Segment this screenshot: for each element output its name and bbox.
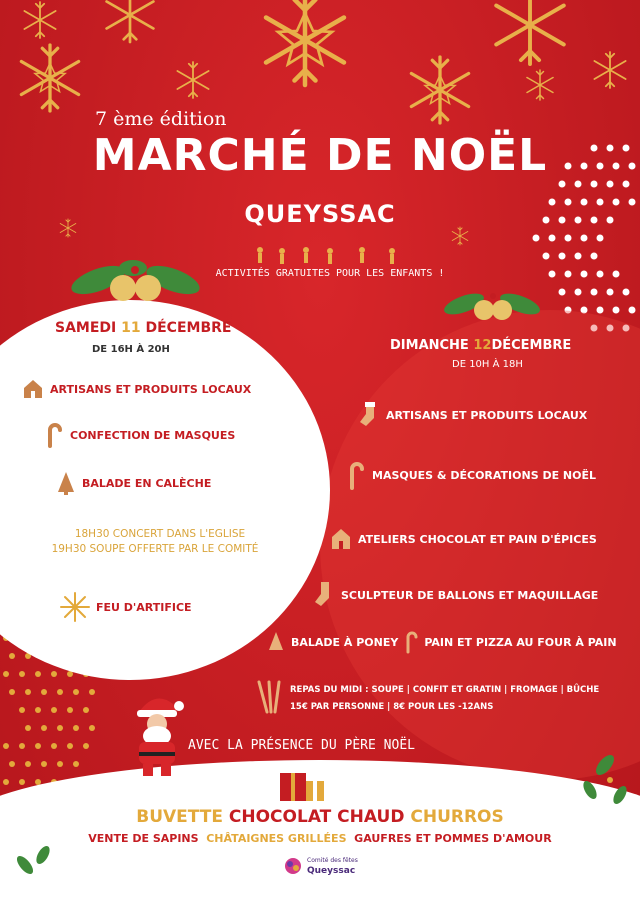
sunday-item: SCULPTEUR DE BALLONS ET MAQUILLAGE xyxy=(313,580,598,610)
gingerbread-tree-icon xyxy=(56,470,76,496)
bottom-drinks: BUVETTE CHOCOLAT CHAUD CHURROS xyxy=(136,807,504,827)
sunday-item: ARTISANS ET PRODUITS LOCAUX xyxy=(358,400,587,430)
page-title: MARCHÉ DE NOËL xyxy=(92,130,548,181)
saturday-date: SAMEDI 11 DÉCEMBRE xyxy=(55,320,232,336)
candy-cane-icon xyxy=(44,422,64,448)
stocking-icon xyxy=(358,400,380,430)
gingerbread-house-icon xyxy=(330,527,352,551)
candy-cane-icon xyxy=(346,460,366,490)
holly-bells-icon xyxy=(442,280,542,325)
gingerbread-house-icon xyxy=(22,378,44,400)
fireworks-item: FEU D'ARTIFICE xyxy=(60,592,192,622)
saturday-item: CONFECTION DE MASQUES xyxy=(44,422,235,448)
edition-label: 7 ème édition xyxy=(95,108,227,130)
saturday-item: ARTISANS ET PRODUITS LOCAUX xyxy=(22,378,251,400)
firework-icon xyxy=(60,592,90,622)
kids-activities-label: ACTIVITÉS GRATUITES POUR LES ENFANTS ! xyxy=(215,268,445,279)
santa-icon xyxy=(125,690,187,780)
sunday-item: MASQUES & DÉCORATIONS DE NOËL xyxy=(346,460,596,490)
sunday-item: ATELIERS CHOCOLAT ET PAIN D'ÉPICES xyxy=(330,527,597,551)
holly-bells-icon xyxy=(68,250,203,310)
sunday-hours: DE 10H À 18H xyxy=(452,359,523,370)
lunch-price: 15€ PAR PERSONNE | 8€ POUR LES -12ANS xyxy=(290,702,494,712)
bottom-foods: VENTE DE SAPINS CHÂTAIGNES GRILLÉES GAUFRES ET POMMES D'AMOUR xyxy=(88,832,552,845)
cutlery-icon xyxy=(253,680,283,714)
stocking-icon xyxy=(313,580,335,610)
sunday-item: BALADE À PONEY PAIN ET PIZZA AU FOUR À PAIN xyxy=(267,630,617,654)
saturday-item: BALADE EN CALÈCHE xyxy=(56,470,211,496)
gift-icon xyxy=(278,765,326,803)
lunch-menu: REPAS DU MIDI : SOUPE | CONFIT ET GRATIN | FROMAGE | BÛCHE xyxy=(290,685,600,695)
saturday-hours: DE 16H À 20H xyxy=(92,344,170,355)
concert-label: 18H30 CONCERT DANS L'EGLISE xyxy=(74,528,246,540)
soup-label: 19H30 SOUPE OFFERTE PAR LE COMITÉ xyxy=(51,543,259,555)
organizer-logo: Comité des fêtes Queyssac xyxy=(283,856,358,876)
sunday-date: DIMANCHE 12DÉCEMBRE xyxy=(390,338,572,353)
leaves-decor xyxy=(5,840,60,895)
leaves-decor xyxy=(575,745,635,815)
village-name: QUEYSSAC xyxy=(244,200,396,228)
santa-presence-label: AVEC LA PRÉSENCE DU PÈRE NOËL xyxy=(188,738,415,753)
kids-silhouettes-icon xyxy=(250,245,410,269)
logo-icon xyxy=(283,856,303,876)
gingerbread-tree-icon xyxy=(267,630,285,654)
candy-cane-icon xyxy=(404,630,418,654)
